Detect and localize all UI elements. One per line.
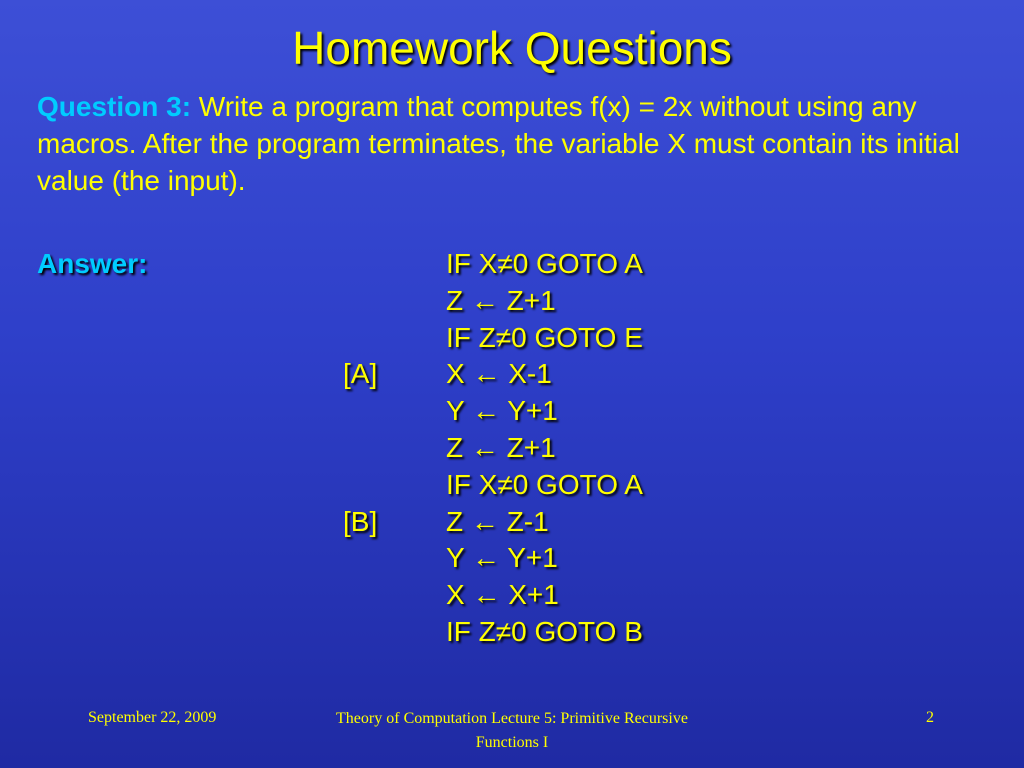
program-line-label: [B] xyxy=(343,505,378,537)
footer-date: September 22, 2009 xyxy=(88,709,217,726)
slide-title: Homework Questions xyxy=(292,22,732,74)
program-line-instruction: Z ← Z+1 xyxy=(446,284,556,316)
program-line-instruction: IF X≠0 GOTO A xyxy=(446,468,643,500)
program-line xyxy=(0,282,1024,319)
program-line-instruction: IF Z≠0 GOTO E xyxy=(446,321,643,353)
program-line xyxy=(0,503,1024,540)
program-line xyxy=(0,539,1024,576)
program-line xyxy=(0,466,1024,503)
program-line-instruction: Y ← Y+1 xyxy=(446,395,558,427)
program-line-instruction: Y ← Y+1 xyxy=(446,542,558,574)
program-line-instruction: IF X≠0 GOTO A xyxy=(446,248,643,279)
program-listing xyxy=(0,245,1024,650)
program-line xyxy=(0,429,1024,466)
answer-label: Answer: xyxy=(37,248,148,279)
program-line-label: [A] xyxy=(343,358,378,390)
program-line xyxy=(0,245,1024,282)
program-line xyxy=(0,613,1024,650)
question-text: Write a program that computes f(x) = 2x without using any macros. After the program terminates, the variable X must contain its initial value (the input). xyxy=(37,91,960,196)
program-line-instruction: Z ← Z+1 xyxy=(446,431,556,463)
question-label: Question 3: xyxy=(37,91,192,122)
program-line-instruction: X ← X-1 xyxy=(446,358,552,390)
program-line-instruction: Z ← Z-1 xyxy=(446,505,549,537)
program-line xyxy=(0,319,1024,356)
program-line-instruction: IF Z≠0 GOTO B xyxy=(446,615,643,647)
program-line xyxy=(0,392,1024,429)
program-line-instruction: X ← X+1 xyxy=(446,579,559,611)
footer-course-title: Theory of Computation Lecture 5: Primitive Recursive Functions I xyxy=(336,710,688,751)
program-line xyxy=(0,355,1024,392)
question-paragraph xyxy=(37,88,997,199)
footer-page-number: 2 xyxy=(926,709,934,726)
program-line xyxy=(0,576,1024,613)
